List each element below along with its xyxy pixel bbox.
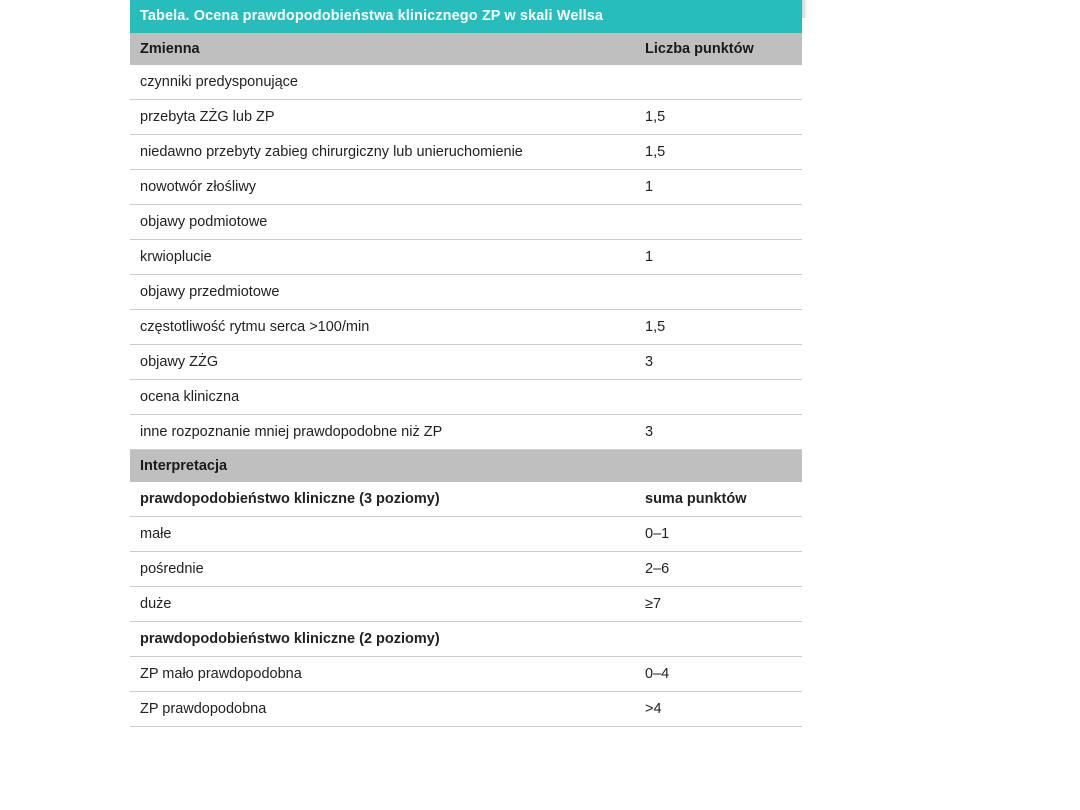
row-label: objawy przedmiotowe xyxy=(130,275,635,310)
table-row xyxy=(130,692,802,727)
row-points xyxy=(635,205,802,240)
row-label: ZP prawdopodobna xyxy=(130,692,635,727)
table-body xyxy=(130,0,802,727)
row-label: prawdopodobieństwo kliniczne (2 poziomy) xyxy=(130,622,635,657)
table-row xyxy=(130,100,802,135)
table-row xyxy=(130,310,802,345)
row-points: 0–4 xyxy=(635,657,802,692)
table-row xyxy=(130,205,802,240)
column-header-points: Liczba punktów xyxy=(635,33,802,65)
interpretation-header-row xyxy=(130,450,802,483)
table-row xyxy=(130,587,802,622)
row-points: 2–6 xyxy=(635,552,802,587)
row-points xyxy=(635,380,802,415)
table-row xyxy=(130,380,802,415)
table-row xyxy=(130,622,802,657)
row-points: 1 xyxy=(635,240,802,275)
row-points: 1,5 xyxy=(635,310,802,345)
row-points: 0–1 xyxy=(635,517,802,552)
row-label: duże xyxy=(130,587,635,622)
table-row xyxy=(130,482,802,517)
row-points: 1,5 xyxy=(635,135,802,170)
row-points xyxy=(635,65,802,100)
table-row xyxy=(130,65,802,100)
row-points xyxy=(635,275,802,310)
table-title: Tabela. Ocena prawdopodobieństwa klinicznego ZP w skali Wellsa xyxy=(130,0,802,33)
row-points: 3 xyxy=(635,415,802,450)
row-label: nowotwór złośliwy xyxy=(130,170,635,205)
table-row xyxy=(130,517,802,552)
row-label: częstotliwość rytmu serca >100/min xyxy=(130,310,635,345)
row-points: ≥7 xyxy=(635,587,802,622)
table-row xyxy=(130,240,802,275)
table-row xyxy=(130,275,802,310)
row-points: 1 xyxy=(635,170,802,205)
row-label: niedawno przebyty zabieg chirurgiczny lub unieruchomienie xyxy=(130,135,635,170)
column-header-variable: Zmienna xyxy=(130,33,635,65)
table-row xyxy=(130,657,802,692)
table-row xyxy=(130,170,802,205)
row-label: objawy ZŻG xyxy=(130,345,635,380)
row-label: objawy podmiotowe xyxy=(130,205,635,240)
row-points: >4 xyxy=(635,692,802,727)
table-edge-shadow xyxy=(802,0,808,18)
row-points: suma punktów xyxy=(635,482,802,517)
table-row xyxy=(130,415,802,450)
wells-score-table-container xyxy=(130,0,802,727)
table-row xyxy=(130,345,802,380)
interpretation-header: Interpretacja xyxy=(130,450,802,483)
row-label: ocena kliniczna xyxy=(130,380,635,415)
table-row xyxy=(130,552,802,587)
row-label: ZP mało prawdopodobna xyxy=(130,657,635,692)
row-label: czynniki predysponujące xyxy=(130,65,635,100)
table-header-row xyxy=(130,33,802,65)
row-points: 1,5 xyxy=(635,100,802,135)
table-row xyxy=(130,135,802,170)
row-label: pośrednie xyxy=(130,552,635,587)
row-label: inne rozpoznanie mniej prawdopodobne niż ZP xyxy=(130,415,635,450)
row-label: małe xyxy=(130,517,635,552)
row-points xyxy=(635,622,802,657)
wells-score-table xyxy=(130,0,802,727)
table-title-row xyxy=(130,0,802,33)
row-points: 3 xyxy=(635,345,802,380)
row-label: prawdopodobieństwo kliniczne (3 poziomy) xyxy=(130,482,635,517)
row-label: przebyta ZŻG lub ZP xyxy=(130,100,635,135)
row-label: krwioplucie xyxy=(130,240,635,275)
